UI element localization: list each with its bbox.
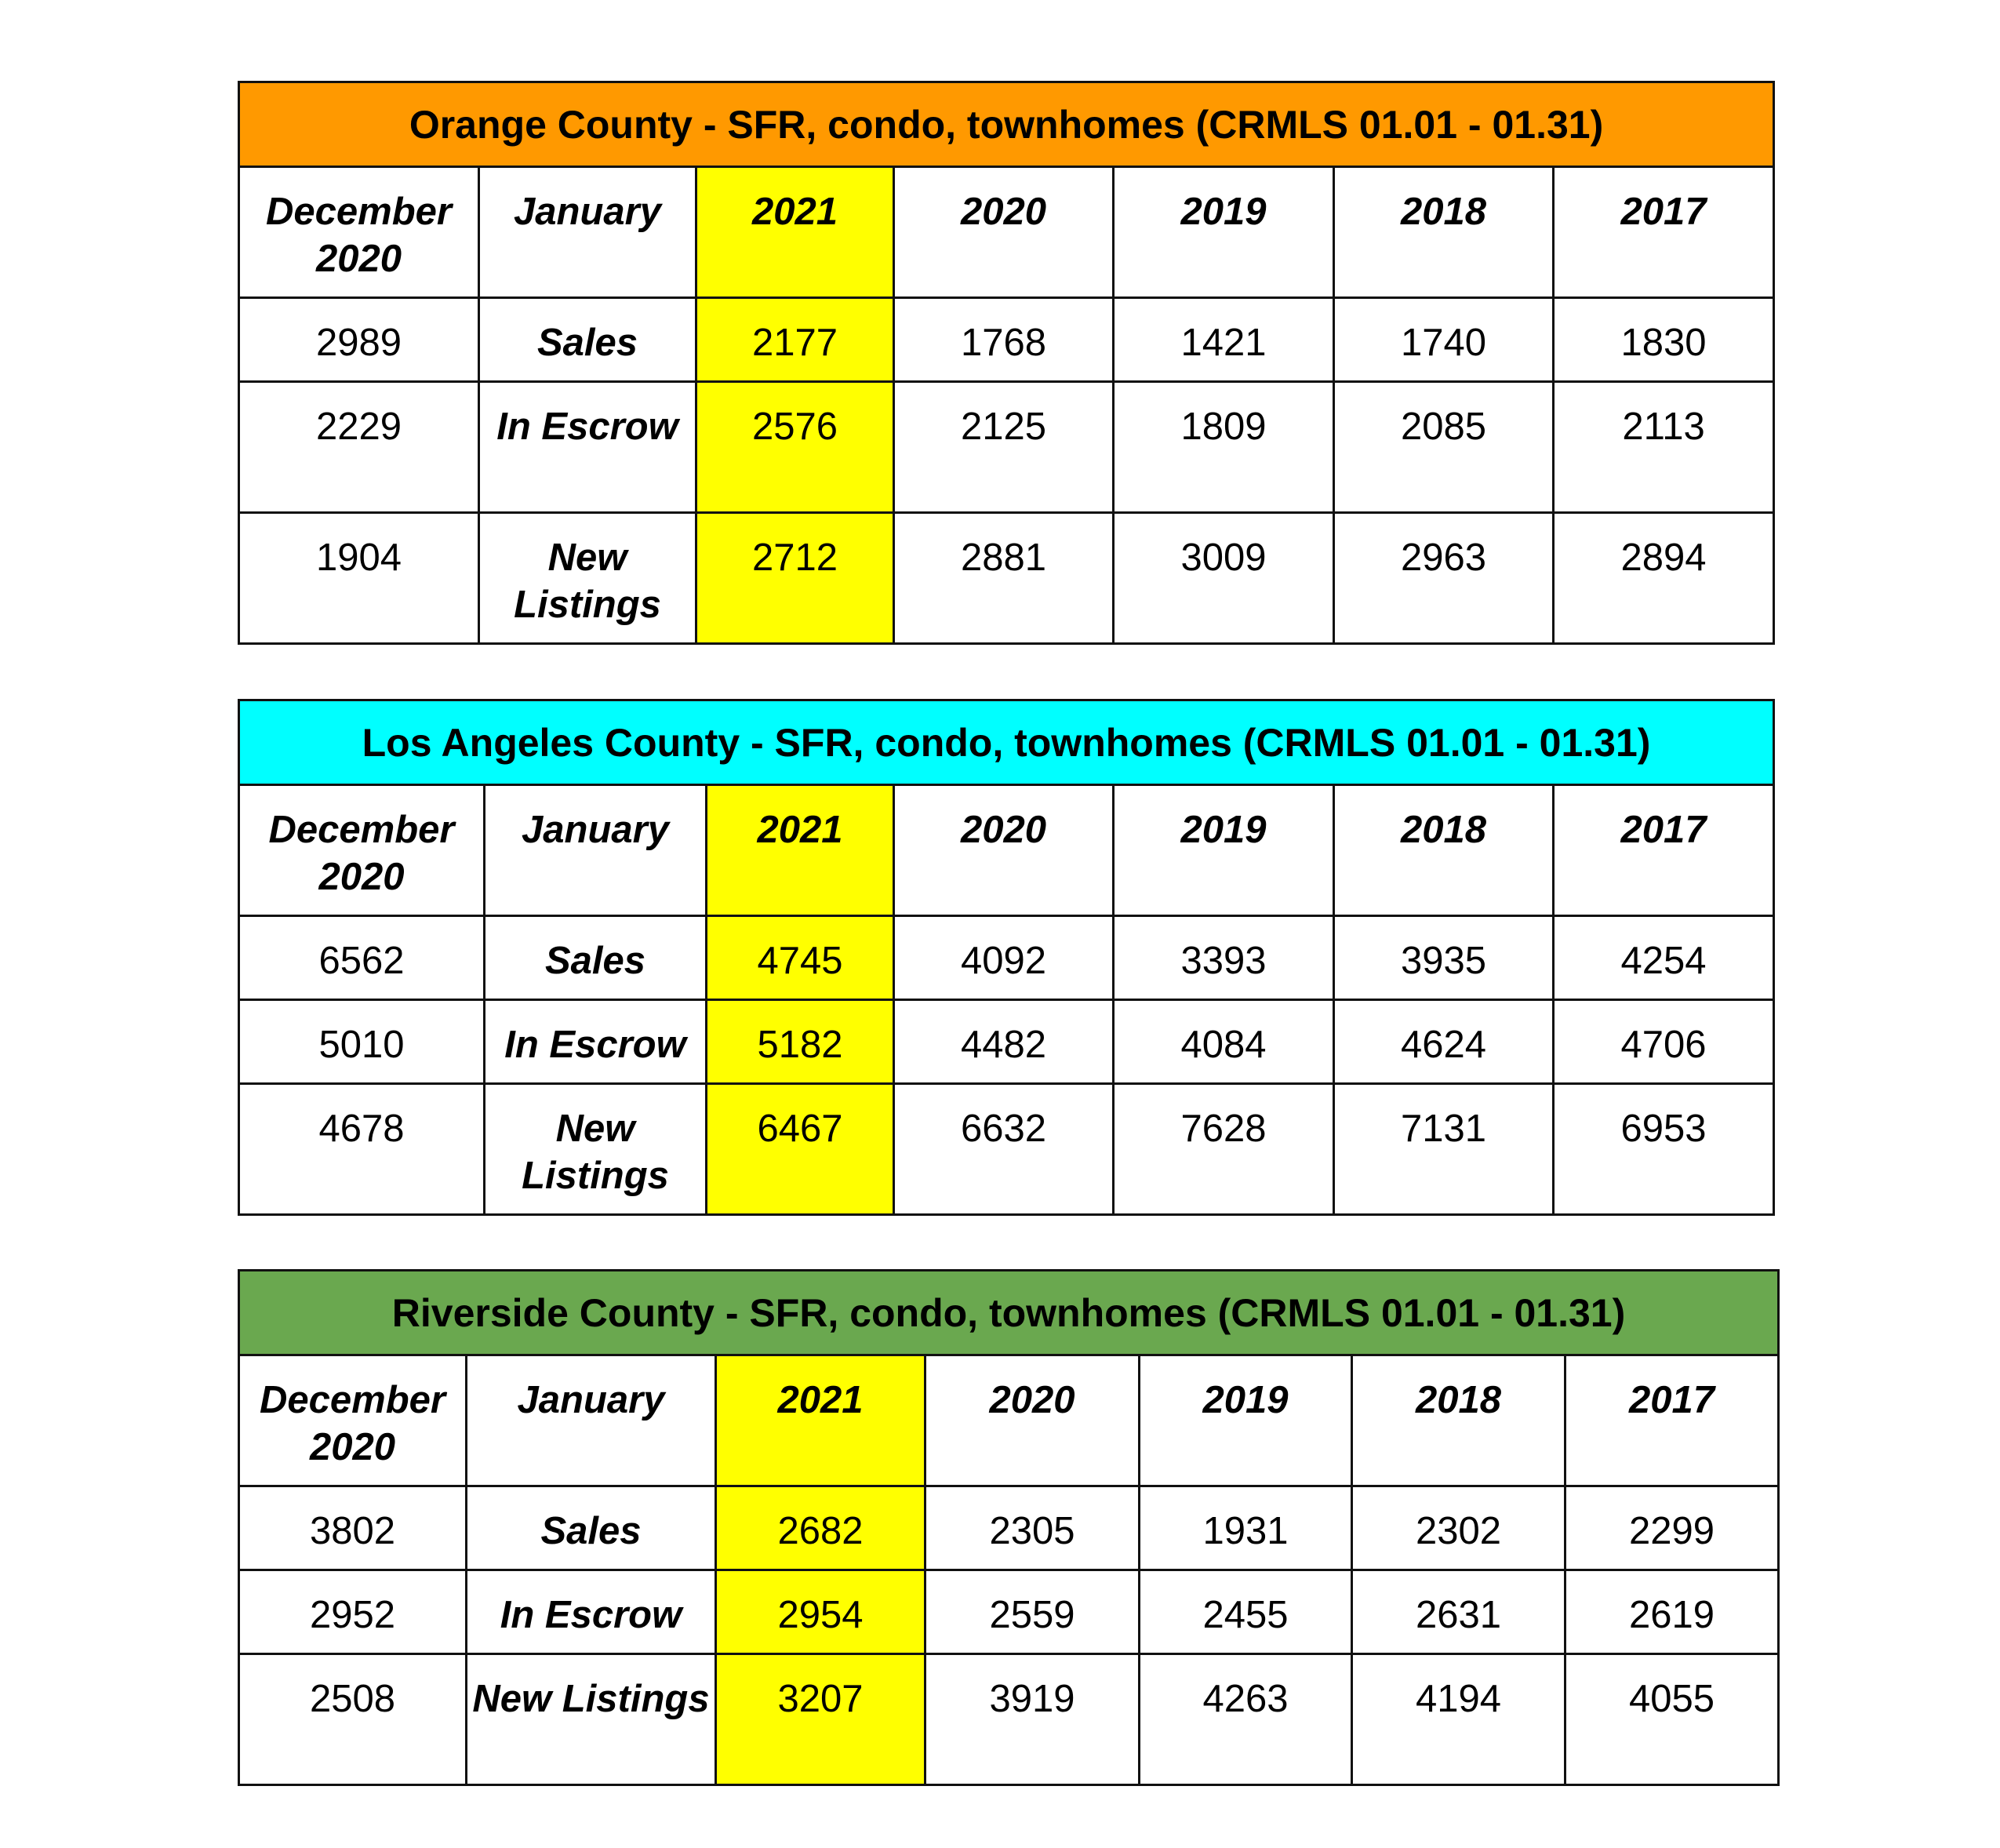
value-2019: 2455 <box>1140 1570 1352 1654</box>
header-2020: 2020 <box>894 785 1114 916</box>
value-2019: 4263 <box>1140 1654 1352 1785</box>
header-2017: 2017 <box>1554 785 1774 916</box>
header-2018: 2018 <box>1334 785 1554 916</box>
table-title: Los Angeles County - SFR, condo, townhomes (CRMLS 01.01 - 01.31) <box>239 700 1774 785</box>
value-2021: 2712 <box>696 513 894 644</box>
header-2020: 2020 <box>894 167 1114 298</box>
header-2020: 2020 <box>925 1355 1140 1486</box>
value-2020: 6632 <box>894 1084 1114 1215</box>
december-value: 2952 <box>239 1570 467 1654</box>
table-row-sales <box>239 298 1774 382</box>
header-december-2020: December 2020 <box>239 1355 467 1486</box>
row-label: In Escrow <box>467 1570 716 1654</box>
value-2021: 2954 <box>716 1570 925 1654</box>
row-label: In Escrow <box>485 1000 707 1084</box>
header-january: January <box>467 1355 716 1486</box>
row-label: In Escrow <box>479 382 696 513</box>
header-2017: 2017 <box>1565 1355 1779 1486</box>
december-value: 1904 <box>239 513 479 644</box>
table-row-in-escrow <box>239 1570 1779 1654</box>
table-row-in-escrow <box>239 382 1774 513</box>
header-january: January <box>485 785 707 916</box>
riverside-county-table <box>238 1269 1780 1786</box>
value-2020: 2559 <box>925 1570 1140 1654</box>
header-2019: 2019 <box>1140 1355 1352 1486</box>
header-december-2020: December 2020 <box>239 167 479 298</box>
value-2017: 2113 <box>1554 382 1774 513</box>
value-2018: 2963 <box>1334 513 1554 644</box>
table-row-new-listings <box>239 1654 1779 1785</box>
value-2019: 4084 <box>1114 1000 1334 1084</box>
table-title: Orange County - SFR, condo, townhomes (CRMLS 01.01 - 01.31) <box>239 82 1774 167</box>
december-value: 2989 <box>239 298 479 382</box>
header-2021: 2021 <box>696 167 894 298</box>
value-2021: 2682 <box>716 1486 925 1570</box>
table-row-new-listings <box>239 513 1774 644</box>
value-2019: 3009 <box>1114 513 1334 644</box>
value-2020: 1768 <box>894 298 1114 382</box>
value-2017: 4254 <box>1554 916 1774 1000</box>
value-2018: 2302 <box>1352 1486 1565 1570</box>
value-2020: 2881 <box>894 513 1114 644</box>
value-2021: 3207 <box>716 1654 925 1785</box>
value-2021: 2177 <box>696 298 894 382</box>
value-2021: 5182 <box>707 1000 894 1084</box>
table-row-in-escrow <box>239 1000 1774 1084</box>
header-2018: 2018 <box>1334 167 1554 298</box>
value-2017: 1830 <box>1554 298 1774 382</box>
row-label: New Listings <box>479 513 696 644</box>
value-2018: 2085 <box>1334 382 1554 513</box>
table-row-sales <box>239 1486 1779 1570</box>
value-2019: 1931 <box>1140 1486 1352 1570</box>
value-2018: 4624 <box>1334 1000 1554 1084</box>
december-value: 5010 <box>239 1000 485 1084</box>
header-2017: 2017 <box>1554 167 1774 298</box>
value-2021: 6467 <box>707 1084 894 1215</box>
header-january: January <box>479 167 696 298</box>
value-2018: 3935 <box>1334 916 1554 1000</box>
value-2018: 4194 <box>1352 1654 1565 1785</box>
table-title: Riverside County - SFR, condo, townhomes (CRMLS 01.01 - 01.31) <box>239 1271 1779 1355</box>
value-2017: 4055 <box>1565 1654 1779 1785</box>
row-label: New Listings <box>485 1084 707 1215</box>
value-2018: 2631 <box>1352 1570 1565 1654</box>
december-value: 2229 <box>239 382 479 513</box>
table-row-sales <box>239 916 1774 1000</box>
row-label: Sales <box>479 298 696 382</box>
value-2017: 6953 <box>1554 1084 1774 1215</box>
value-2020: 4482 <box>894 1000 1114 1084</box>
value-2019: 1809 <box>1114 382 1334 513</box>
value-2019: 3393 <box>1114 916 1334 1000</box>
header-2018: 2018 <box>1352 1355 1565 1486</box>
december-value: 3802 <box>239 1486 467 1570</box>
header-2021: 2021 <box>707 785 894 916</box>
header-2021: 2021 <box>716 1355 925 1486</box>
december-value: 2508 <box>239 1654 467 1785</box>
row-label: Sales <box>485 916 707 1000</box>
header-december-2020: December 2020 <box>239 785 485 916</box>
december-value: 4678 <box>239 1084 485 1215</box>
value-2017: 2299 <box>1565 1486 1779 1570</box>
value-2019: 7628 <box>1114 1084 1334 1215</box>
table-row-new-listings <box>239 1084 1774 1215</box>
value-2017: 2894 <box>1554 513 1774 644</box>
header-2019: 2019 <box>1114 785 1334 916</box>
header-2019: 2019 <box>1114 167 1334 298</box>
value-2020: 3919 <box>925 1654 1140 1785</box>
los-angeles-county-table <box>238 699 1775 1216</box>
value-2020: 2305 <box>925 1486 1140 1570</box>
value-2020: 2125 <box>894 382 1114 513</box>
value-2021: 4745 <box>707 916 894 1000</box>
value-2018: 1740 <box>1334 298 1554 382</box>
value-2017: 2619 <box>1565 1570 1779 1654</box>
value-2018: 7131 <box>1334 1084 1554 1215</box>
row-label: Sales <box>467 1486 716 1570</box>
value-2019: 1421 <box>1114 298 1334 382</box>
december-value: 6562 <box>239 916 485 1000</box>
row-label: New Listings <box>467 1654 716 1785</box>
value-2021: 2576 <box>696 382 894 513</box>
value-2017: 4706 <box>1554 1000 1774 1084</box>
orange-county-table <box>238 81 1775 645</box>
value-2020: 4092 <box>894 916 1114 1000</box>
